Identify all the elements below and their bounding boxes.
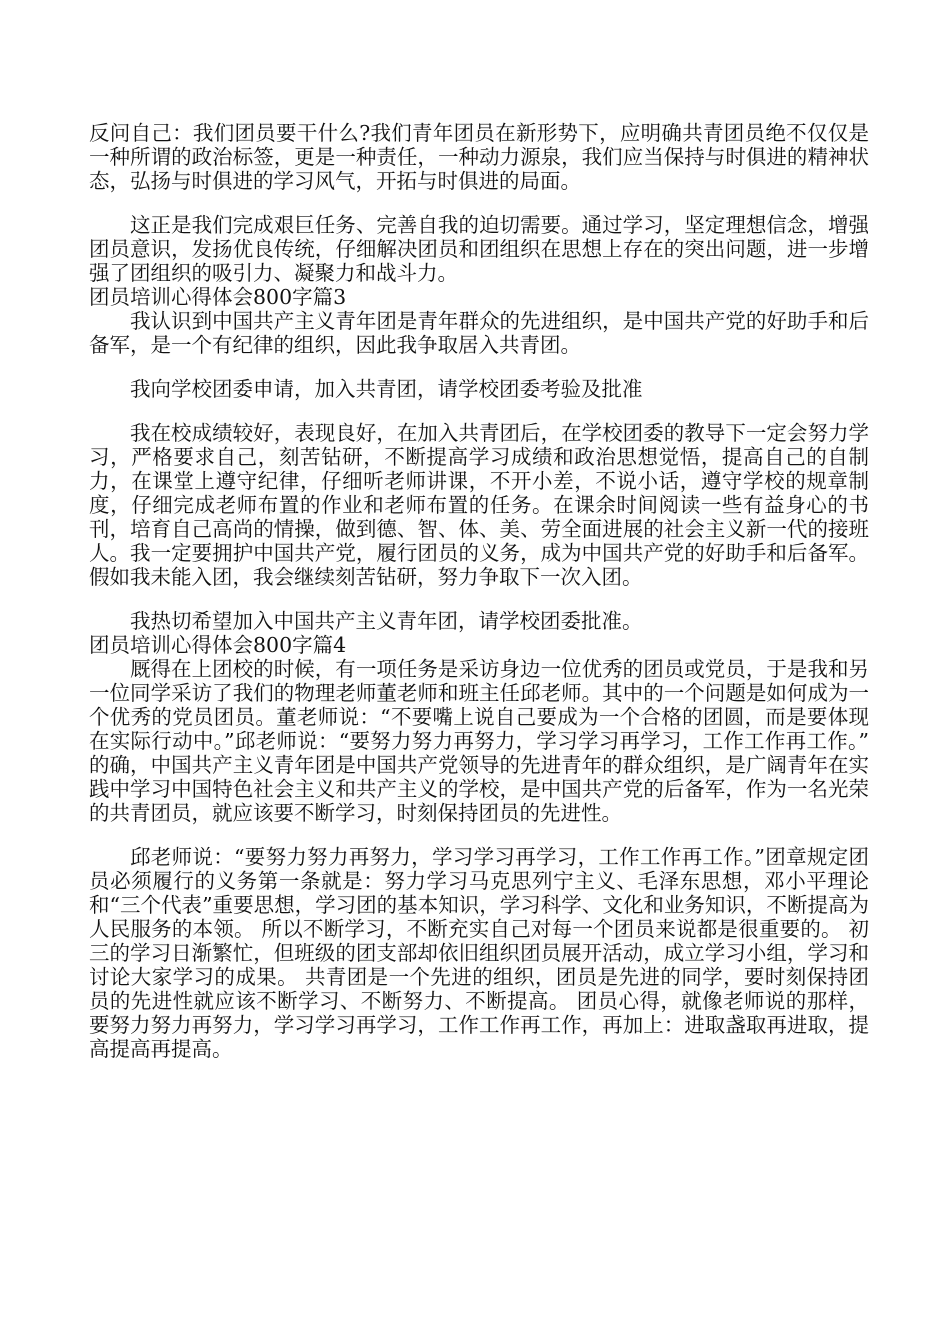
document-page — [89, 121, 869, 1061]
paragraph: 邱老师说：“要努力努力再努力，学习学习再学习，工作工作再工作。”团章规定团员必须履行的义务第一条就是：努力学习马克思列宁主义、毛泽东思想，邓小平理论和“三个代表”重要思想，学习团的基本知识，学习科学、文化和业务知识，不断提高为人民服务的本领。 所以不断学习，不断充实自己对每一个团员来说都是很重要的。 初三的学习日渐繁忙，但班级的团支部却依旧组织团员展开活动，成立学习小组，学习和讨论大家学习的成果。 共青团是一个先进的组织，团员是先进的同学，要时刻保持团员的先进性就应该不断学习、不断努力、不断提高。 团员心得，就像老师说的那样，要努力努力再努力，学习学习再学习，工作工作再工作，再加上：进取盏取再进取，提高提高再提高。 — [89, 845, 869, 1061]
paragraph: 我热切希望加入中国共产主义青年团，请学校团委批准。 — [130, 609, 643, 633]
section-heading: 团员培训心得体会800字篇3 — [89, 285, 347, 309]
paragraph: 我认识到中国共产主义青年团是青年群众的先进组织，是中国共产党的好助手和后备军，是一个有纪律的组织，因此我争取居入共青团。 — [89, 309, 869, 357]
paragraph: 厩得在上团校的时候，有一项任务是采访身边一位优秀的团员或党员，于是我和另一位同学采访了我们的物理老师董老师和班主任邱老师。其中的一个问题是如何成为一个优秀的党员团员。董老师说：“不要嘴上说自己要成为一个合格的团圆，而是要体现在实际行动中。”邱老师说：“要努力努力再努力，学习学习再学习，工作工作再工作。” 的确，中国共产主义青年团是中国共产党领导的先进青年的群众组织，是广阔青年在实践中学习中国特色社会主义和共产主义的学校，是中国共产党的后备军，作为一名光荣的共青团员，就应该要不断学习，时刻保持团员的先进性。 — [89, 657, 869, 825]
section-heading: 团员培训心得体会800字篇4 — [89, 633, 347, 657]
paragraph: 我向学校团委申请，加入共青团，请学校团委考验及批准 — [130, 377, 643, 401]
paragraph: 这正是我们完成艰巨任务、完善自我的迫切需要。通过学习，坚定理想信念，增强团员意识，发扬优良传统，仔细解决团员和团组织在思想上存在的突出问题，进一步增强了团组织的吸引力、凝聚力和战斗力。 — [89, 213, 869, 285]
paragraph: 我在校成绩较好，表现良好，在加入共青团后，在学校团委的教导下一定会努力学习，严格要求自己，刻苦钻研，不断提高学习成绩和政治思想觉悟，提高自己的自制力，在课堂上遵守纪律，仔细听老师讲课，不开小差，不说小话，遵守学校的规章制度，仔细完成老师布置的作业和老师布置的任务。在课余时间阅读一些有益身心的书刊，培育自己高尚的情操，做到德、智、体、美、劳全面进展的社会主义新一代的接班人。我一定要拥护中国共产党，履行团员的义务，成为中国共产党的好助手和后备军。假如我未能入团，我会继续刻苦钻研，努力争取下一次入团。 — [89, 421, 869, 589]
paragraph: 反问自己：我们团员要干什么?我们青年团员在新形势下，应明确共青团员绝不仅仅是一种所谓的政治标签，更是一种责任，一种动力源泉，我们应当保持与时俱进的精神状态，弘扬与时俱进的学习风气，开拓与时俱进的局面。 — [89, 121, 869, 193]
